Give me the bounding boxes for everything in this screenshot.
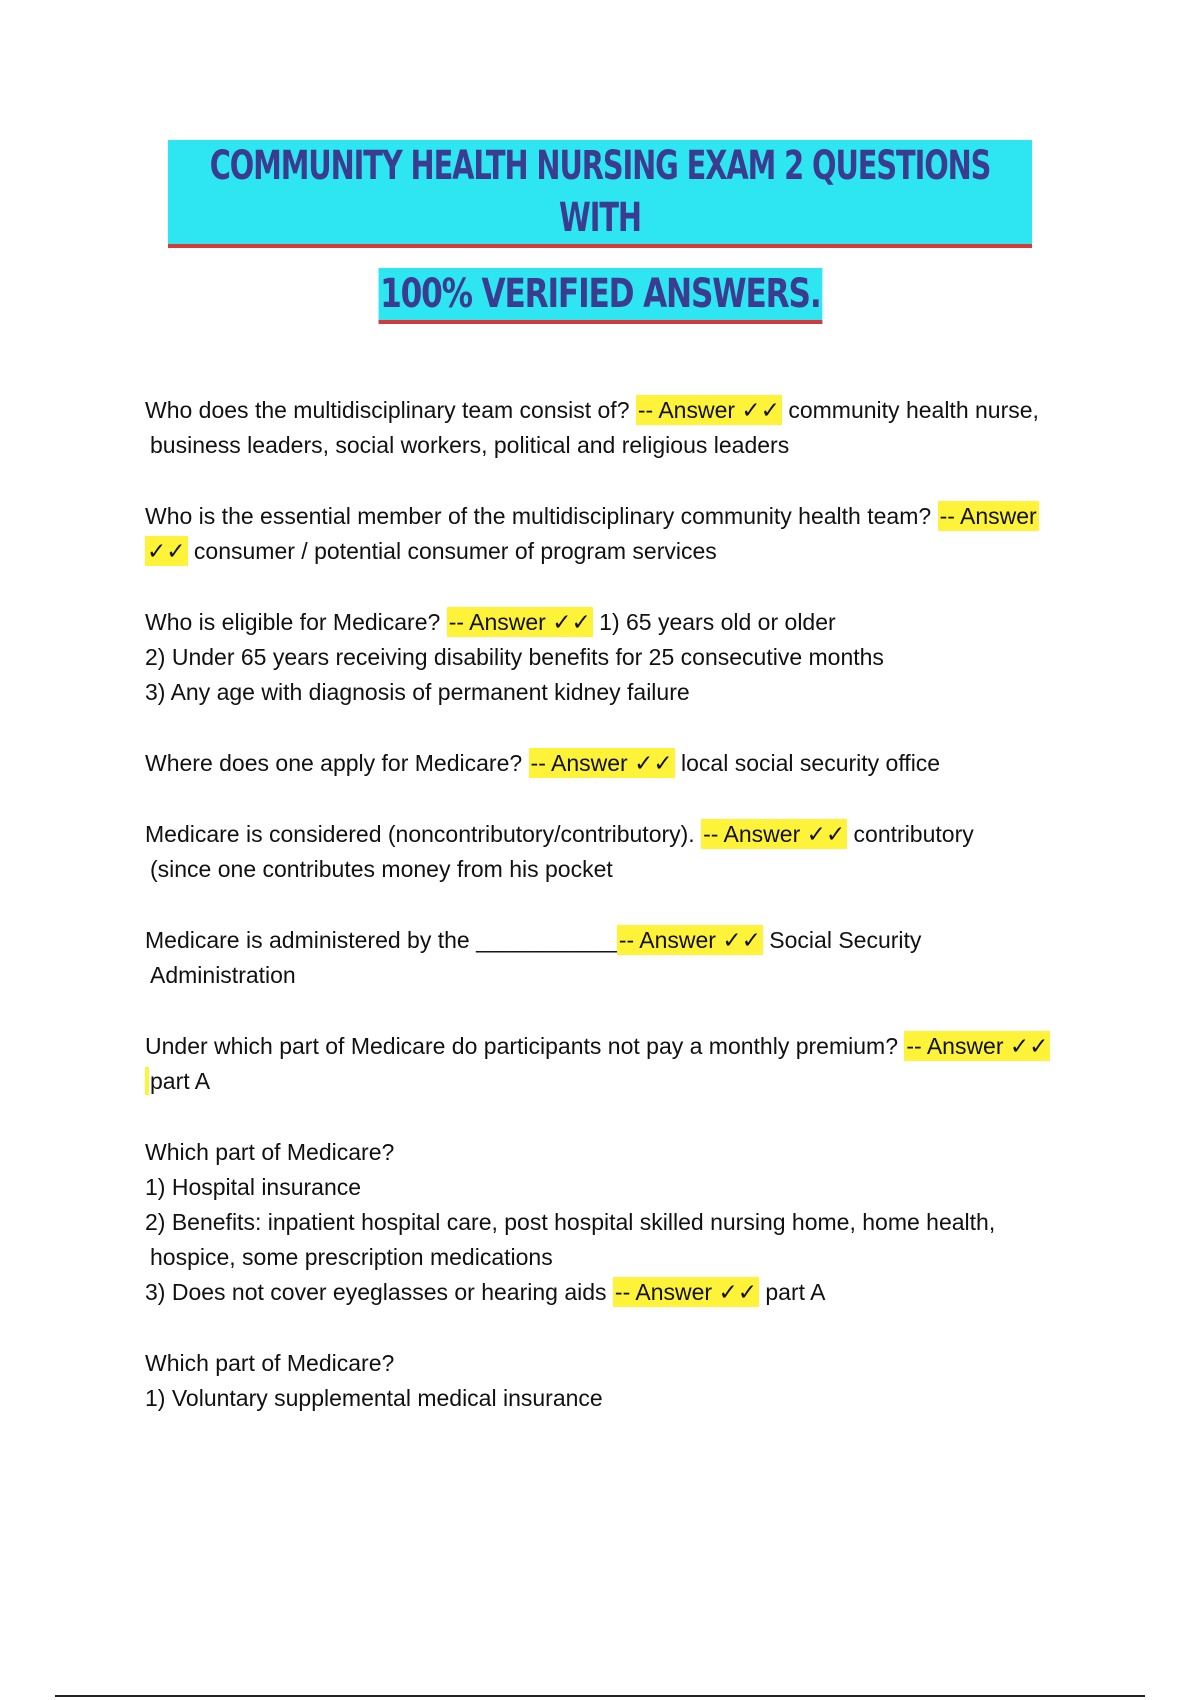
question-line: 1) Hospital insurance (145, 1174, 362, 1200)
qa-list (145, 393, 1095, 1452)
qa-item-8 (145, 1135, 1095, 1310)
question-line: hospice, some prescription medications (150, 1244, 553, 1270)
answer-marker: -- Answer ✓✓ (906, 1033, 1049, 1059)
qa-item-5 (145, 817, 1095, 887)
question-text: Which part of Medicare? (145, 1350, 395, 1376)
answer-marker: -- Answer ✓✓ (530, 750, 673, 776)
answer-line: 3) Any age with diagnosis of permanent kidney failure (145, 679, 690, 705)
question-line: 1) Voluntary supplemental medical insurance (145, 1385, 603, 1411)
answer-text: Social Security (762, 927, 922, 953)
question-text: Where does one apply for Medicare? (145, 750, 529, 776)
question-line: 2) Benefits: inpatient hospital care, post hospital skilled nursing home, home health, (145, 1209, 996, 1235)
answer-text: contributory (847, 821, 974, 847)
answer-continuation: Administration (150, 962, 296, 988)
question-line: 3) Does not cover eyeglasses or hearing aids (145, 1279, 613, 1305)
qa-item-7 (145, 1029, 1095, 1099)
document-title (0, 140, 1200, 324)
answer-marker: -- Answer (939, 503, 1037, 529)
answer-marker: -- Answer ✓✓ (448, 609, 591, 635)
qa-item-6 (145, 923, 1095, 993)
question-text: Medicare is administered by the ___________ (145, 927, 617, 953)
question-text: Under which part of Medicare do participants not pay a monthly premium? (145, 1033, 905, 1059)
answer-text: consumer / potential consumer of program services (187, 538, 717, 564)
answer-marker-checkmarks: ✓✓ (147, 538, 186, 564)
highlight-sliver (145, 1067, 149, 1095)
qa-item-3 (145, 605, 1095, 710)
qa-item-9 (145, 1346, 1095, 1416)
qa-item-4 (145, 746, 1095, 781)
answer-text: local social security office (674, 750, 941, 776)
question-text: Which part of Medicare? (145, 1139, 395, 1165)
answer-continuation: part A (150, 1068, 211, 1094)
answer-marker: -- Answer ✓✓ (614, 1279, 757, 1305)
title-line-2: 100% VERIFIED ANSWERS. (378, 268, 822, 324)
question-text: Medicare is considered (noncontributory/contributory). (145, 821, 702, 847)
answer-continuation: business leaders, social workers, political and religious leaders (150, 432, 790, 458)
answer-marker: -- Answer ✓✓ (618, 927, 761, 953)
question-text: Who does the multidisciplinary team consist of? (145, 397, 636, 423)
title-line-1: COMMUNITY HEALTH NURSING EXAM 2 QUESTIONS WITH (168, 140, 1032, 248)
answer-text: part A (759, 1279, 826, 1305)
answer-continuation: (since one contributes money from his pocket (150, 856, 613, 882)
question-text: Who is eligible for Medicare? (145, 609, 447, 635)
answer-line: 2) Under 65 years receiving disability benefits for 25 consecutive months (145, 644, 884, 670)
question-text: Who is the essential member of the multidisciplinary community health team? (145, 503, 938, 529)
footer-divider (55, 1695, 1145, 1697)
qa-item-1 (145, 393, 1095, 463)
answer-text: 1) 65 years old or older (592, 609, 836, 635)
answer-marker: -- Answer ✓✓ (637, 397, 780, 423)
answer-marker: -- Answer ✓✓ (703, 821, 846, 847)
answer-text: community health nurse, (781, 397, 1039, 423)
qa-item-2 (145, 499, 1095, 569)
